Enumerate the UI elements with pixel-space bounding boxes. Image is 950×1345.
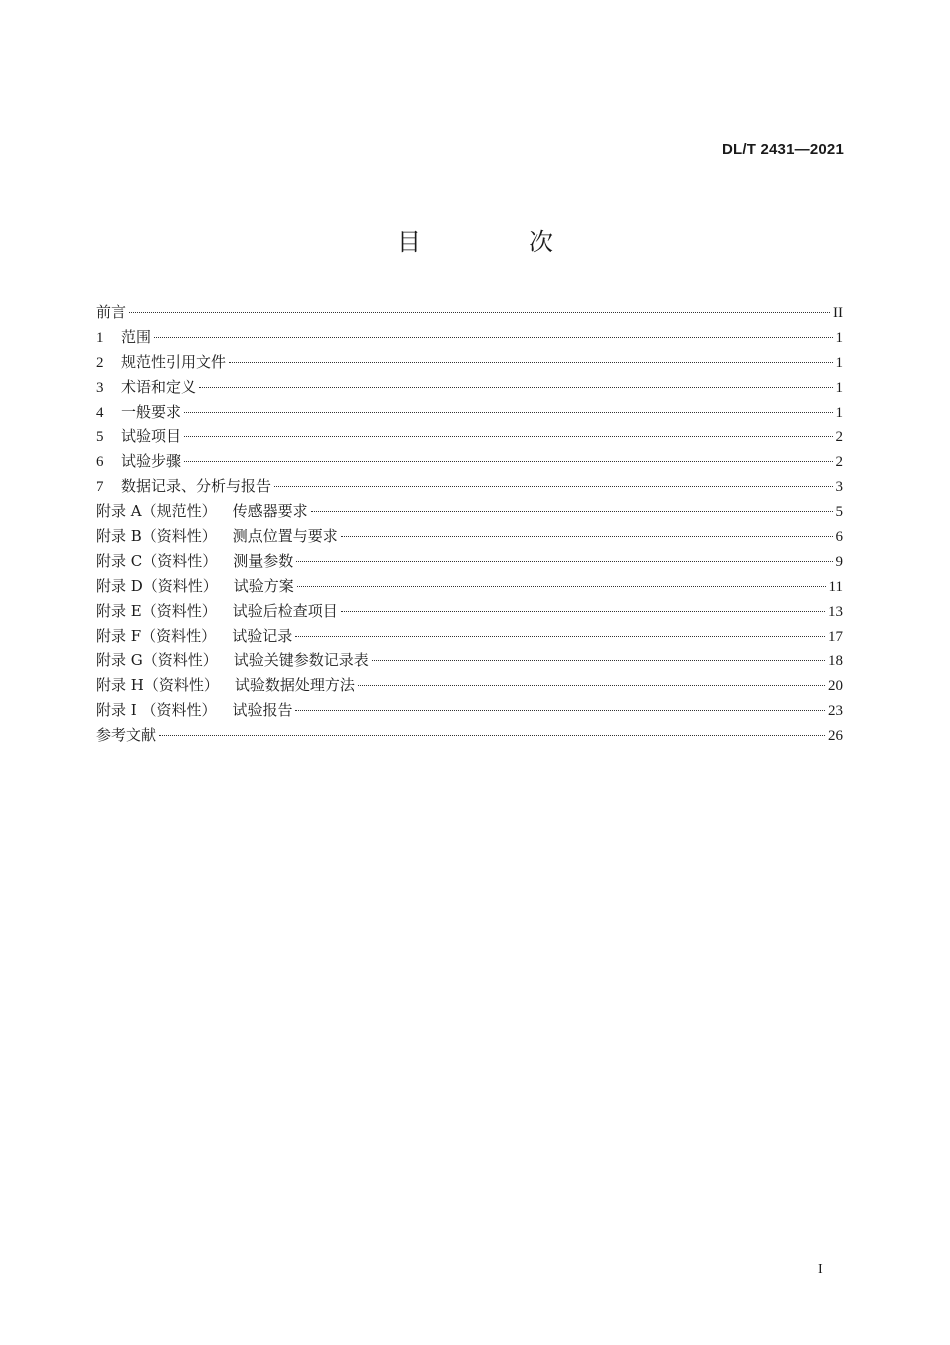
toc-leader [229,362,832,363]
toc-entry-text: 数据记录、分析与报告 [121,477,272,496]
toc-entry-normative-references[interactable] [96,350,843,375]
toc-entry-text: 试验记录 [232,626,293,645]
toc-entry-text: 传感器要求 [232,502,308,521]
toc-appendix-label: 附录 B（资料性） [96,527,217,546]
toc-page-number: 5 [835,504,843,521]
toc-entry-appendix-a[interactable] [96,499,843,524]
toc-entry-appendix-h[interactable] [96,673,843,698]
toc-entry-terms-definitions[interactable] [96,375,843,400]
toc-appendix-label: 附录 A（规范性） [96,502,217,521]
toc-leader [297,586,826,587]
toc-leader [199,387,832,388]
toc-entry-text: 规范性引用文件 [121,352,227,371]
toc-entry-appendix-d[interactable] [96,574,843,599]
toc-entry-foreword[interactable] [96,300,843,325]
toc-entry-general-requirements[interactable] [96,400,843,425]
toc-leader [295,636,825,637]
toc-entry-appendix-f[interactable] [96,624,843,649]
toc-entry-text: 术语和定义 [121,377,197,396]
toc-appendix-label: 附录 I （资料性） [96,701,217,720]
toc-entry-text: 试验报告 [232,701,293,720]
toc-entry-text: 试验后检查项目 [232,601,338,620]
toc-leader [311,511,833,512]
toc-section-number: 5 [96,429,104,446]
toc-page-number: 17 [828,628,843,645]
toc-page-number: 1 [835,329,843,346]
toc-entry-bibliography[interactable] [96,723,843,748]
toc-leader [341,611,825,612]
toc-page-number: 3 [835,479,843,496]
toc-page-number: 2 [835,454,843,471]
toc-entry-appendix-g[interactable] [96,648,843,673]
page-number: I [818,1262,823,1277]
toc-page-number: II [833,305,843,321]
toc-section-number: 7 [96,479,104,496]
toc-page-number: 11 [828,578,843,595]
table-of-contents [96,300,843,748]
toc-leader [159,735,825,736]
toc-page-number: 18 [828,653,843,670]
toc-leader [341,536,833,537]
toc-entry-text: 范围 [121,327,152,346]
toc-entry-text: 前言 [96,303,127,321]
toc-entry-appendix-b[interactable] [96,524,843,549]
document-code: DL/T 2431—2021 [721,141,844,158]
toc-section-number: 4 [96,404,104,421]
toc-leader [296,561,832,562]
toc-entry-text: 参考文献 [96,726,157,745]
toc-page-number: 2 [835,429,843,446]
toc-leader [184,461,832,462]
toc-section-number: 3 [96,379,104,396]
toc-page-number: 20 [828,678,843,695]
toc-page-number: 9 [835,553,843,570]
toc-page-number: 26 [828,728,843,745]
toc-leader [184,412,832,413]
toc-entry-appendix-i[interactable] [96,698,843,723]
toc-entry-text: 一般要求 [121,402,182,421]
toc-leader [129,312,830,313]
toc-appendix-label: 附录 G（资料性） [96,651,218,670]
toc-entry-text: 试验步骤 [121,452,182,471]
toc-section-number: 1 [96,329,104,346]
toc-entry-appendix-c[interactable] [96,549,843,574]
toc-appendix-label: 附录 H（资料性） [96,676,219,695]
page-title: 目 次 [397,228,595,256]
toc-entry-test-items[interactable] [96,424,843,449]
toc-leader [295,710,825,711]
toc-appendix-label: 附录 C（资料性） [96,551,218,570]
toc-page-number: 1 [835,354,843,371]
toc-leader [154,337,832,338]
toc-leader [358,685,825,686]
toc-entry-text: 试验项目 [121,427,182,446]
toc-entry-scope[interactable] [96,325,843,350]
toc-leader [184,436,832,437]
toc-page-number: 1 [835,404,843,421]
toc-entry-text: 测量参数 [233,551,294,570]
toc-appendix-label: 附录 E（资料性） [96,601,217,620]
toc-section-number: 2 [96,354,104,371]
toc-entry-text: 试验数据处理方法 [234,676,355,695]
toc-entry-test-steps[interactable] [96,449,843,474]
toc-page-number: 1 [835,379,843,396]
toc-entry-text: 测点位置与要求 [232,527,338,546]
toc-leader [372,660,825,661]
toc-page-number: 13 [828,603,843,620]
toc-entry-text: 试验关键参数记录表 [233,651,369,670]
toc-page-number: 6 [835,529,843,546]
toc-entry-appendix-e[interactable] [96,599,843,624]
toc-section-number: 6 [96,454,104,471]
toc-appendix-label: 附录 F（资料性） [96,626,217,645]
toc-leader [274,486,832,487]
toc-entry-data-recording[interactable] [96,474,843,499]
toc-appendix-label: 附录 D（资料性） [96,576,218,595]
toc-entry-text: 试验方案 [233,576,294,595]
toc-page-number: 23 [828,703,843,720]
